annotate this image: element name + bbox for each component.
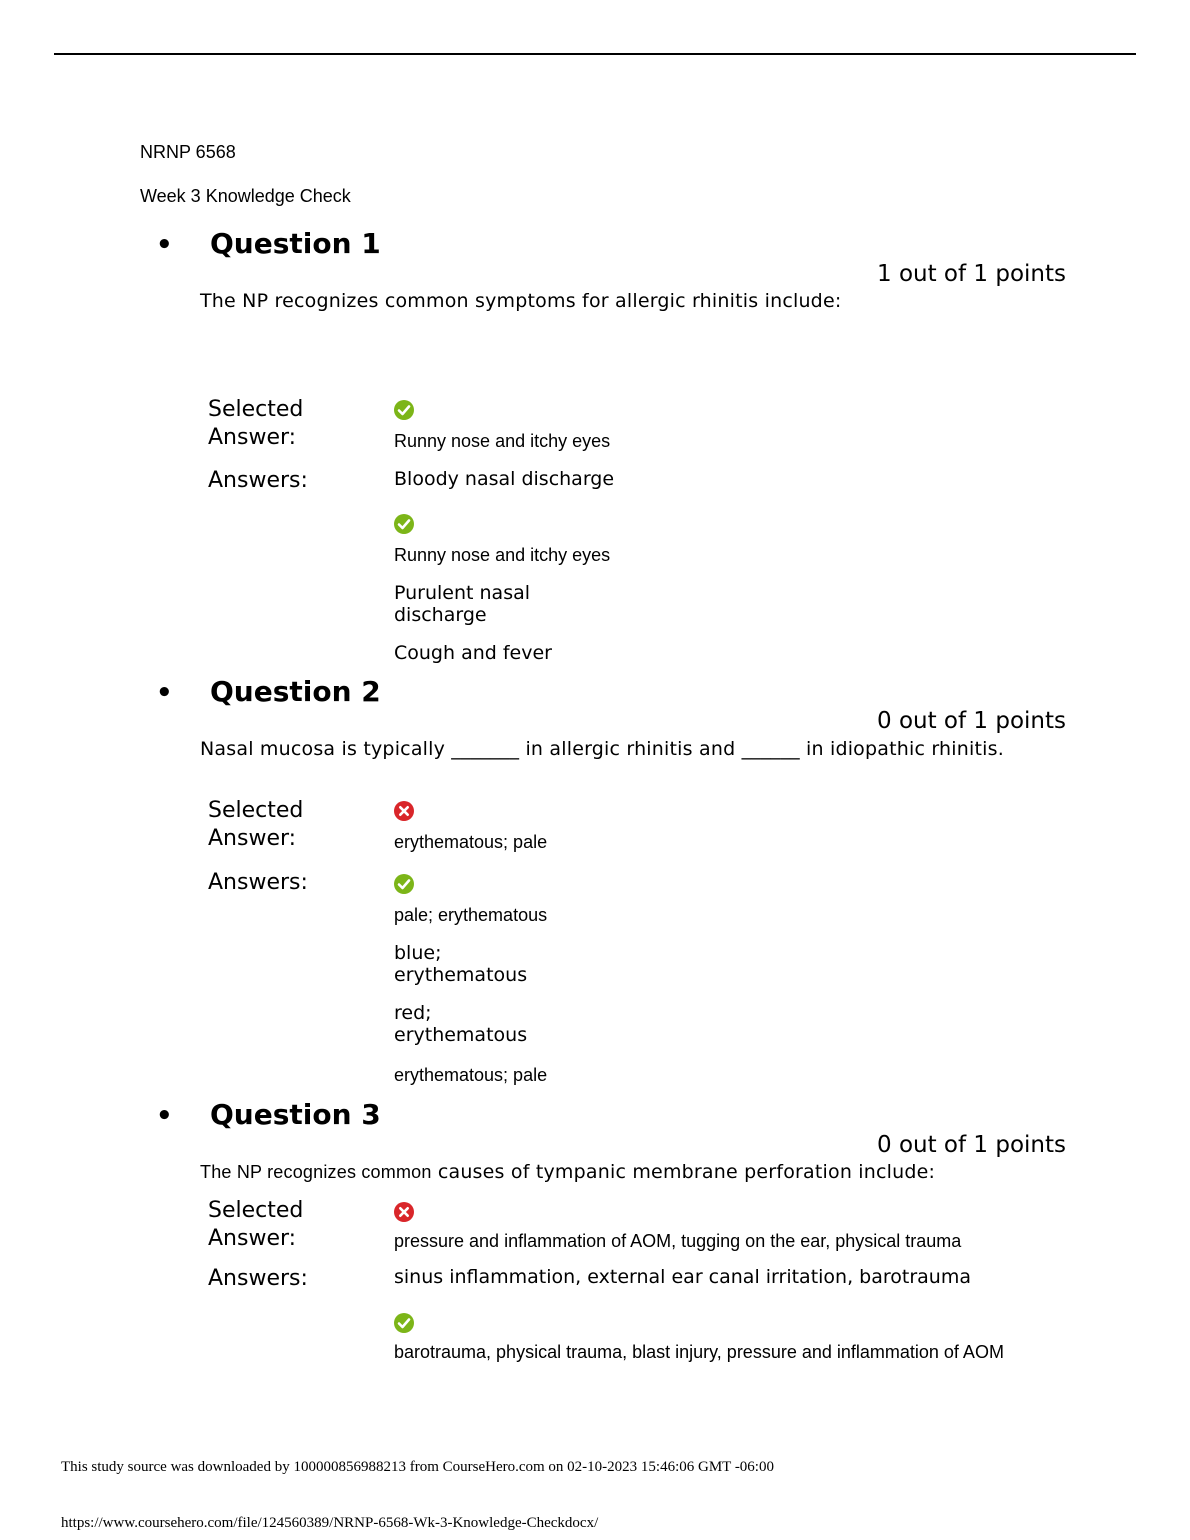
answers-label: Answers:: [208, 1266, 308, 1291]
question-points: 0 out of 1 points: [877, 708, 1066, 734]
header-rule: [54, 53, 1136, 55]
question-text: The NP recognizes common causes of tympanic membrane perforation include:: [200, 1161, 936, 1183]
answer-option: Purulent nasal discharge: [394, 582, 531, 626]
bullet: •: [156, 678, 173, 708]
answer-option: blue; erythematous: [394, 942, 528, 986]
answer-option: sinus inflammation, external ear canal irritation, barotrauma: [394, 1266, 971, 1288]
check-icon: [394, 514, 414, 534]
check-icon: [394, 874, 414, 894]
bullet: •: [156, 1101, 173, 1131]
selected-answer-label: Selected Answer:: [208, 1198, 304, 1251]
question-text: The NP recognizes common symptoms for allergic rhinitis include:: [200, 290, 842, 312]
answers-label: Answers:: [208, 870, 308, 895]
bullet: •: [156, 230, 173, 260]
page-subtitle: Week 3 Knowledge Check: [140, 186, 351, 206]
question-text: Nasal mucosa is typically _______ in allergic rhinitis and ______ in idiopathic rhinitis.: [200, 738, 1004, 760]
footer-source-line: This study source was downloaded by 100000856988213 from CourseHero.com on 02-10-2023 15:46:06 GMT -06:00: [61, 1459, 774, 1475]
footer-url[interactable]: https://www.coursehero.com/file/124560389/NRNP-6568-Wk-3-Knowledge-Checkdocx/: [61, 1515, 599, 1531]
answer-option-correct: barotrauma, physical trauma, blast injury, pressure and inflammation of AOM: [394, 1342, 1004, 1362]
answer-option: Bloody nasal discharge: [394, 468, 615, 490]
selected-answer-text: erythematous; pale: [394, 832, 548, 852]
selected-answer-text: Runny nose and itchy eyes: [394, 431, 611, 451]
question-title: Question 3: [210, 1098, 381, 1131]
selected-answer-text: pressure and inflammation of AOM, tugging on the ear, physical trauma: [394, 1231, 962, 1251]
selected-answer-label: Selected Answer:: [208, 397, 304, 450]
answer-option: erythematous; pale: [394, 1065, 548, 1085]
answer-option: Cough and fever: [394, 642, 552, 664]
x-icon: [394, 1202, 414, 1222]
check-icon: [394, 1313, 414, 1333]
x-icon: [394, 801, 414, 821]
question-points: 0 out of 1 points: [877, 1132, 1066, 1158]
answer-option: red; erythematous: [394, 1002, 528, 1046]
check-icon: [394, 400, 414, 420]
selected-answer-label: Selected Answer:: [208, 798, 304, 851]
question-title: Question 2: [210, 675, 381, 708]
question-points: 1 out of 1 points: [877, 261, 1066, 287]
course-code: NRNP 6568: [140, 142, 236, 162]
question-title: Question 1: [210, 227, 381, 260]
answer-option-correct: Runny nose and itchy eyes: [394, 545, 611, 565]
answers-label: Answers:: [208, 468, 308, 493]
answer-option-correct: pale; erythematous: [394, 905, 548, 925]
